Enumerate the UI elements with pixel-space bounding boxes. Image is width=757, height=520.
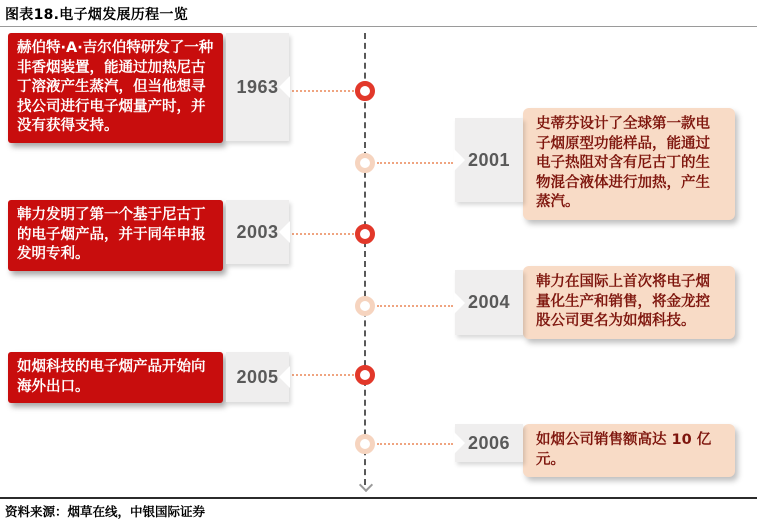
year-text: 1963: [236, 76, 279, 97]
timeline-node-2004: [355, 296, 375, 316]
year-label-2006: [455, 424, 523, 462]
year-label-2001: [455, 118, 523, 202]
page-title: 图表18.电子烟发展历程一览: [5, 7, 188, 23]
year-label-2004: [455, 270, 523, 335]
year-text: 2004: [467, 292, 511, 312]
arrow-down-icon: [359, 478, 373, 492]
year-label-2003: [226, 200, 289, 264]
source-note: 资料来源：烟草在线，中银国际证券: [5, 504, 206, 519]
event-card-2001: 史蒂芬设计了全球第一款电子烟原型功能样品，能通过电子热阻对含有尼古丁的生物混合液体进行加热，产生蒸汽。: [523, 108, 735, 220]
connector-line-1963: [292, 90, 354, 92]
year-label-2005: [226, 352, 289, 402]
year-label-1963: [226, 33, 289, 141]
footer-rule: [0, 497, 757, 499]
year-text: 2006: [467, 432, 511, 453]
event-card-2005: 如烟科技的电子烟产品开始向海外出口。: [8, 352, 223, 403]
connector-line-2001: [377, 162, 453, 164]
year-text: 2001: [467, 149, 511, 170]
timeline-node-1963: [355, 81, 375, 101]
event-card-1963: 赫伯特·A·吉尔伯特研发了一种非香烟装置，能通过加热尼古丁溶液产生蒸汽，但当他想寻找公司进行电子烟量产时，并没有获得支持。: [8, 33, 223, 143]
timeline-node-2006: [355, 434, 375, 454]
header-rule: [0, 26, 757, 27]
year-text: 2005: [236, 366, 279, 387]
timeline-node-2005: [355, 365, 375, 385]
event-card-2004: 韩力在国际上首次将电子烟量化生产和销售，将金龙控股公司更名为如烟科技。: [523, 266, 735, 339]
timeline-node-2003: [355, 224, 375, 244]
event-card-2006: 如烟公司销售额高达 10 亿元。: [523, 424, 735, 477]
connector-line-2004: [377, 305, 453, 307]
connector-line-2006: [377, 443, 453, 445]
connector-line-2003: [292, 233, 354, 235]
connector-line-2005: [292, 374, 354, 376]
event-card-2003: 韩力发明了第一个基于尼古丁的电子烟产品，并于同年申报发明专利。: [8, 200, 223, 271]
year-text: 2003: [236, 221, 279, 242]
timeline-node-2001: [355, 153, 375, 173]
